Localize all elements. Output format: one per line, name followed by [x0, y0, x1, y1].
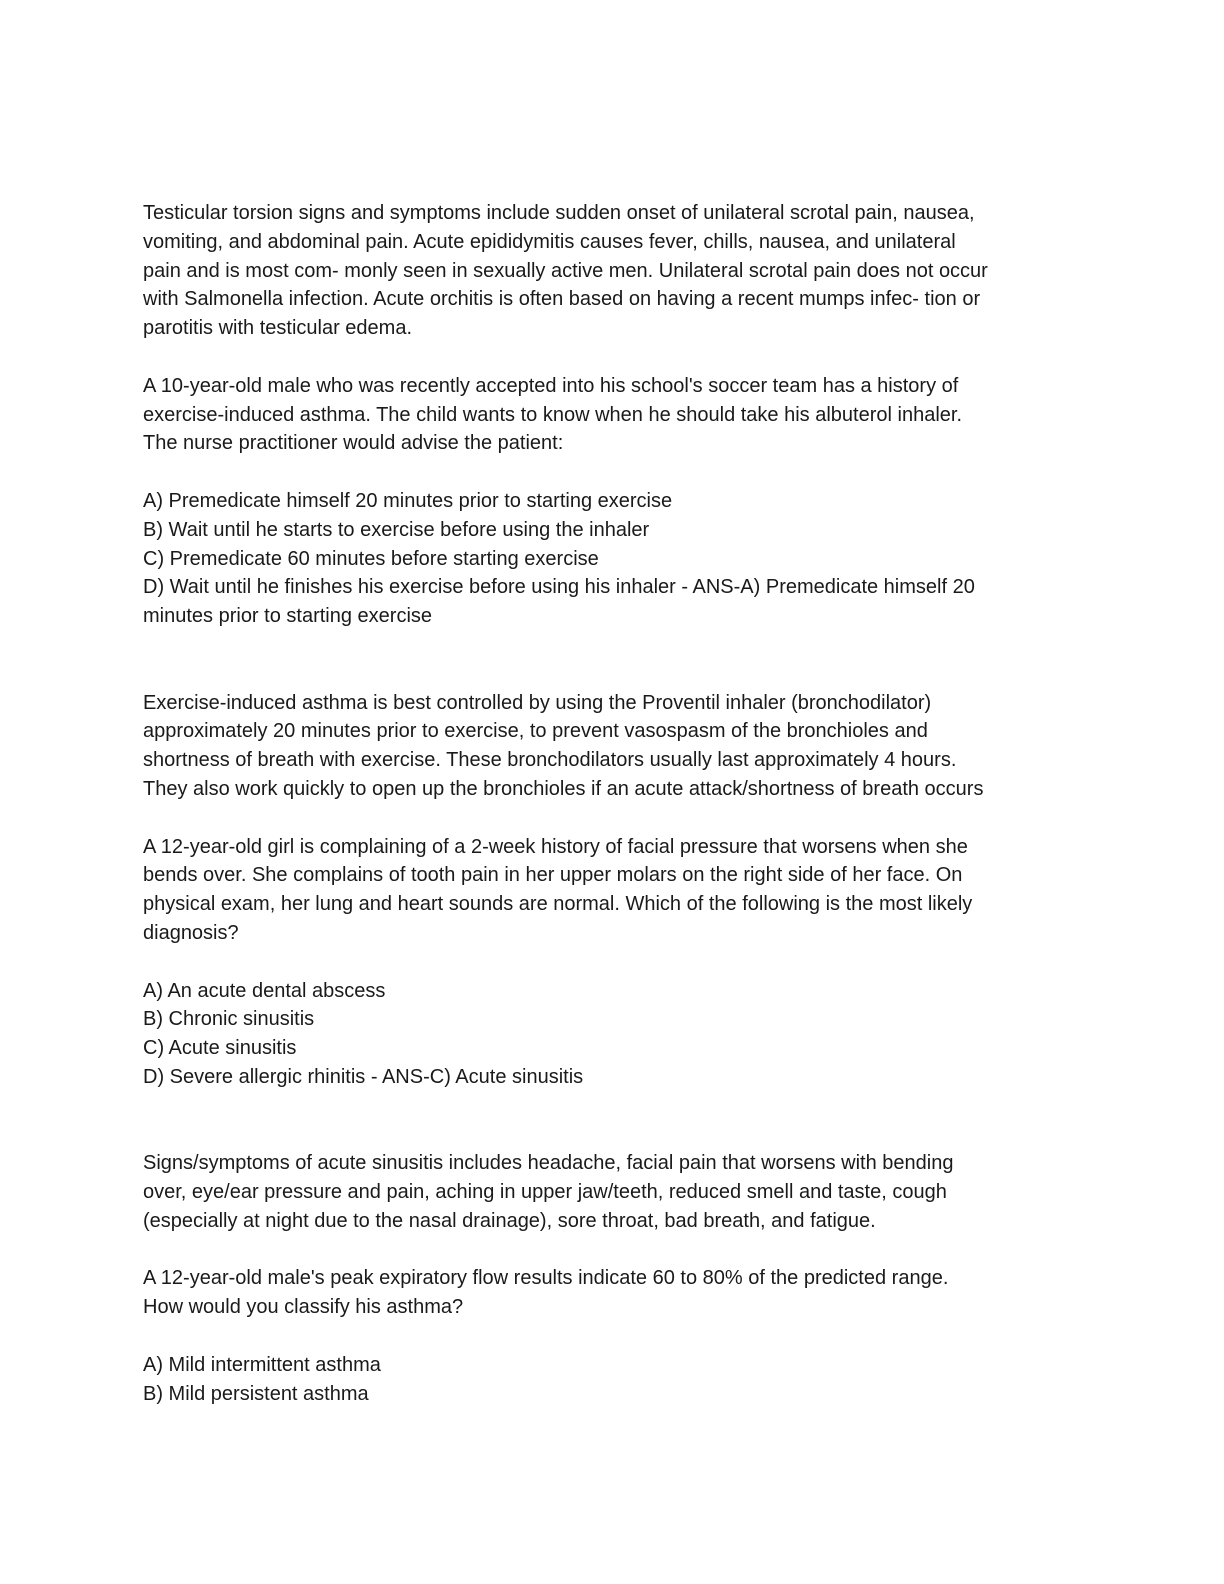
question-exercise-asthma [143, 372, 1083, 458]
text-line: diagnosis? [143, 921, 239, 944]
answer-option: A) An acute dental abscess [143, 979, 386, 1002]
answer-option: B) Mild persistent asthma [143, 1382, 369, 1405]
text-line: parotitis with testicular edema. [143, 317, 413, 340]
text-line: approximately 20 minutes prior to exercise, to prevent vasospasm of the bronchioles and [143, 720, 928, 743]
options-peak-flow [143, 1351, 1083, 1409]
text-line: A 12-year-old girl is complaining of a 2-week history of facial pressure that worsens when she [143, 835, 968, 858]
answer-option: C) Acute sinusitis [143, 1037, 297, 1060]
text-line: Exercise-induced asthma is best controlled by using the Proventil inhaler (bronchodilator) [143, 691, 932, 714]
answer-option: minutes prior to starting exercise [143, 605, 433, 628]
answer-option: B) Wait until he starts to exercise before using the inhaler [143, 518, 650, 541]
answer-option: A) Mild intermittent asthma [143, 1353, 381, 1376]
question-facial-pressure [143, 833, 1083, 948]
paragraph-spacer [143, 1236, 1083, 1265]
paragraph-spacer [143, 1322, 1083, 1351]
explanation-testicular-torsion [143, 199, 1083, 343]
text-line: A 10-year-old male who was recently accepted into his school's soccer team has a history of [143, 374, 959, 397]
text-line: A 12-year-old male's peak expiratory flow results indicate 60 to 80% of the predicted range. [143, 1267, 949, 1290]
explanation-acute-sinusitis [143, 1149, 1083, 1235]
text-line: (especially at night due to the nasal drainage), sore throat, bad breath, and fatigue. [143, 1209, 876, 1232]
document-page [143, 199, 1083, 1408]
paragraph-spacer [143, 1092, 1083, 1150]
text-line: over, eye/ear pressure and pain, aching in upper jaw/teeth, reduced smell and taste, cough [143, 1181, 947, 1204]
answer-option: B) Chronic sinusitis [143, 1008, 315, 1031]
options-facial-pressure [143, 977, 1083, 1092]
paragraph-spacer [143, 631, 1083, 689]
answer-option: D) Wait until he finishes his exercise before using his inhaler - ANS-A) Premedicate himself 20 [143, 576, 975, 599]
options-exercise-asthma [143, 487, 1083, 631]
text-line: with Salmonella infection. Acute orchitis is often based on having a recent mumps infec- tion or [143, 288, 981, 311]
explanation-exercise-asthma [143, 689, 1083, 804]
text-line: shortness of breath with exercise. These bronchodilators usually last approximately 4 hours. [143, 749, 957, 772]
text-line: How would you classify his asthma? [143, 1296, 464, 1319]
paragraph-spacer [143, 804, 1083, 833]
paragraph-spacer [143, 948, 1083, 977]
text-line: pain and is most com- monly seen in sexually active men. Unilateral scrotal pain does not occur [143, 259, 988, 282]
text-line: They also work quickly to open up the bronchioles if an acute attack/shortness of breath occurs [143, 777, 984, 800]
text-line: Testicular torsion signs and symptoms include sudden onset of unilateral scrotal pain, nausea, [143, 202, 975, 224]
text-line: vomiting, and abdominal pain. Acute epididymitis causes fever, chills, nausea, and unilateral [143, 230, 956, 253]
paragraph-spacer [143, 343, 1083, 372]
paragraph-spacer [143, 458, 1083, 487]
text-line: The nurse practitioner would advise the patient: [143, 432, 564, 455]
answer-option: A) Premedicate himself 20 minutes prior to starting exercise [143, 489, 673, 512]
question-peak-flow [143, 1264, 1083, 1322]
answer-option: C) Premedicate 60 minutes before starting exercise [143, 547, 599, 570]
text-line: physical exam, her lung and heart sounds are normal. Which of the following is the most likely [143, 893, 973, 916]
text-line: Signs/symptoms of acute sinusitis includes headache, facial pain that worsens with bending [143, 1152, 954, 1175]
text-line: bends over. She complains of tooth pain in her upper molars on the right side of her face. On [143, 864, 963, 887]
text-line: exercise-induced asthma. The child wants to know when he should take his albuterol inhaler. [143, 403, 962, 426]
answer-option: D) Severe allergic rhinitis - ANS-C) Acute sinusitis [143, 1065, 584, 1088]
